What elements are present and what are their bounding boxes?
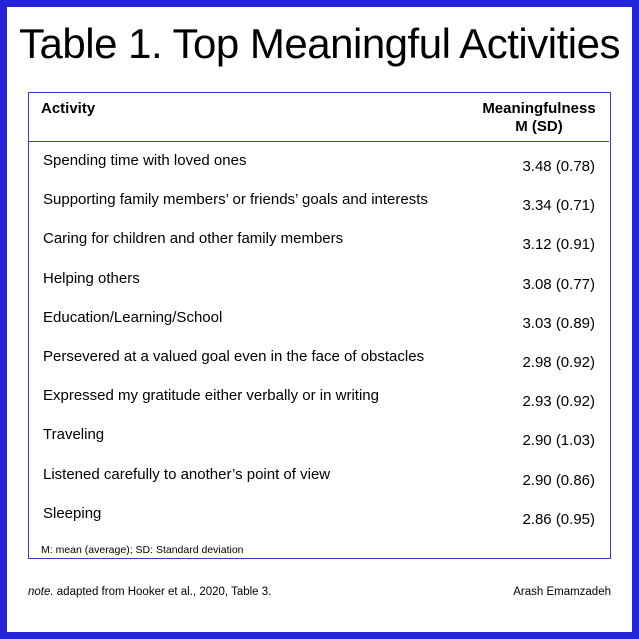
table-row [29,463,609,502]
value-cell: 2.90 (1.03) [522,432,595,450]
activity-cell: Caring for children and other family members [43,230,344,248]
note-label: note. [28,586,54,598]
table-row [29,188,609,227]
value-cell: 3.03 (0.89) [522,314,595,332]
column-header-meaningfulness-line2: M (SD) [515,118,563,135]
activity-cell: Persevered at a valued goal even in the face of obstacles [43,347,425,365]
note-text: adapted from Hooker et al., 2020, Table 3. [53,586,272,598]
page-title: Table 1. Top Meaningful Activities [19,20,620,67]
value-cell: 2.90 (0.86) [522,471,595,489]
table-header [29,93,609,142]
table-body [29,149,609,541]
table-row [29,267,609,306]
value-cell: 2.86 (0.95) [522,510,595,528]
table [28,92,611,559]
column-header-activity: Activity [41,100,96,117]
activity-cell: Listened carefully to another’s point of view [43,465,331,483]
source-note [28,586,271,598]
table-row [29,306,609,345]
value-cell: 3.08 (0.77) [522,275,595,293]
table-row [29,227,609,266]
activity-cell: Spending time with loved ones [43,152,247,169]
author-credit: Arash Emamzadeh [513,586,611,598]
activity-cell: Supporting family members’ or friends’ goals and interests [43,191,428,209]
table-row [29,345,609,384]
activity-cell: Helping others [43,269,140,287]
activity-cell: Expressed my gratitude either verbally or in writing [43,387,379,405]
table-row [29,423,609,462]
table-row [29,149,609,188]
activity-cell: Education/Learning/School [43,308,223,326]
activity-cell: Traveling [43,426,105,444]
table-row [29,384,609,423]
value-cell: 2.93 (0.92) [522,393,595,411]
activity-cell: Sleeping [43,504,102,522]
column-header-meaningfulness [469,100,609,136]
value-cell: 2.98 (0.92) [522,353,595,371]
value-cell: 3.34 (0.71) [522,197,595,215]
table-footnote: M: mean (average); SD: Standard deviation [41,544,244,556]
column-header-meaningfulness-line1: Meaningfulness [482,100,596,117]
table-row [29,502,609,541]
value-cell: 3.12 (0.91) [522,236,595,254]
value-cell: 3.48 (0.78) [522,158,595,175]
